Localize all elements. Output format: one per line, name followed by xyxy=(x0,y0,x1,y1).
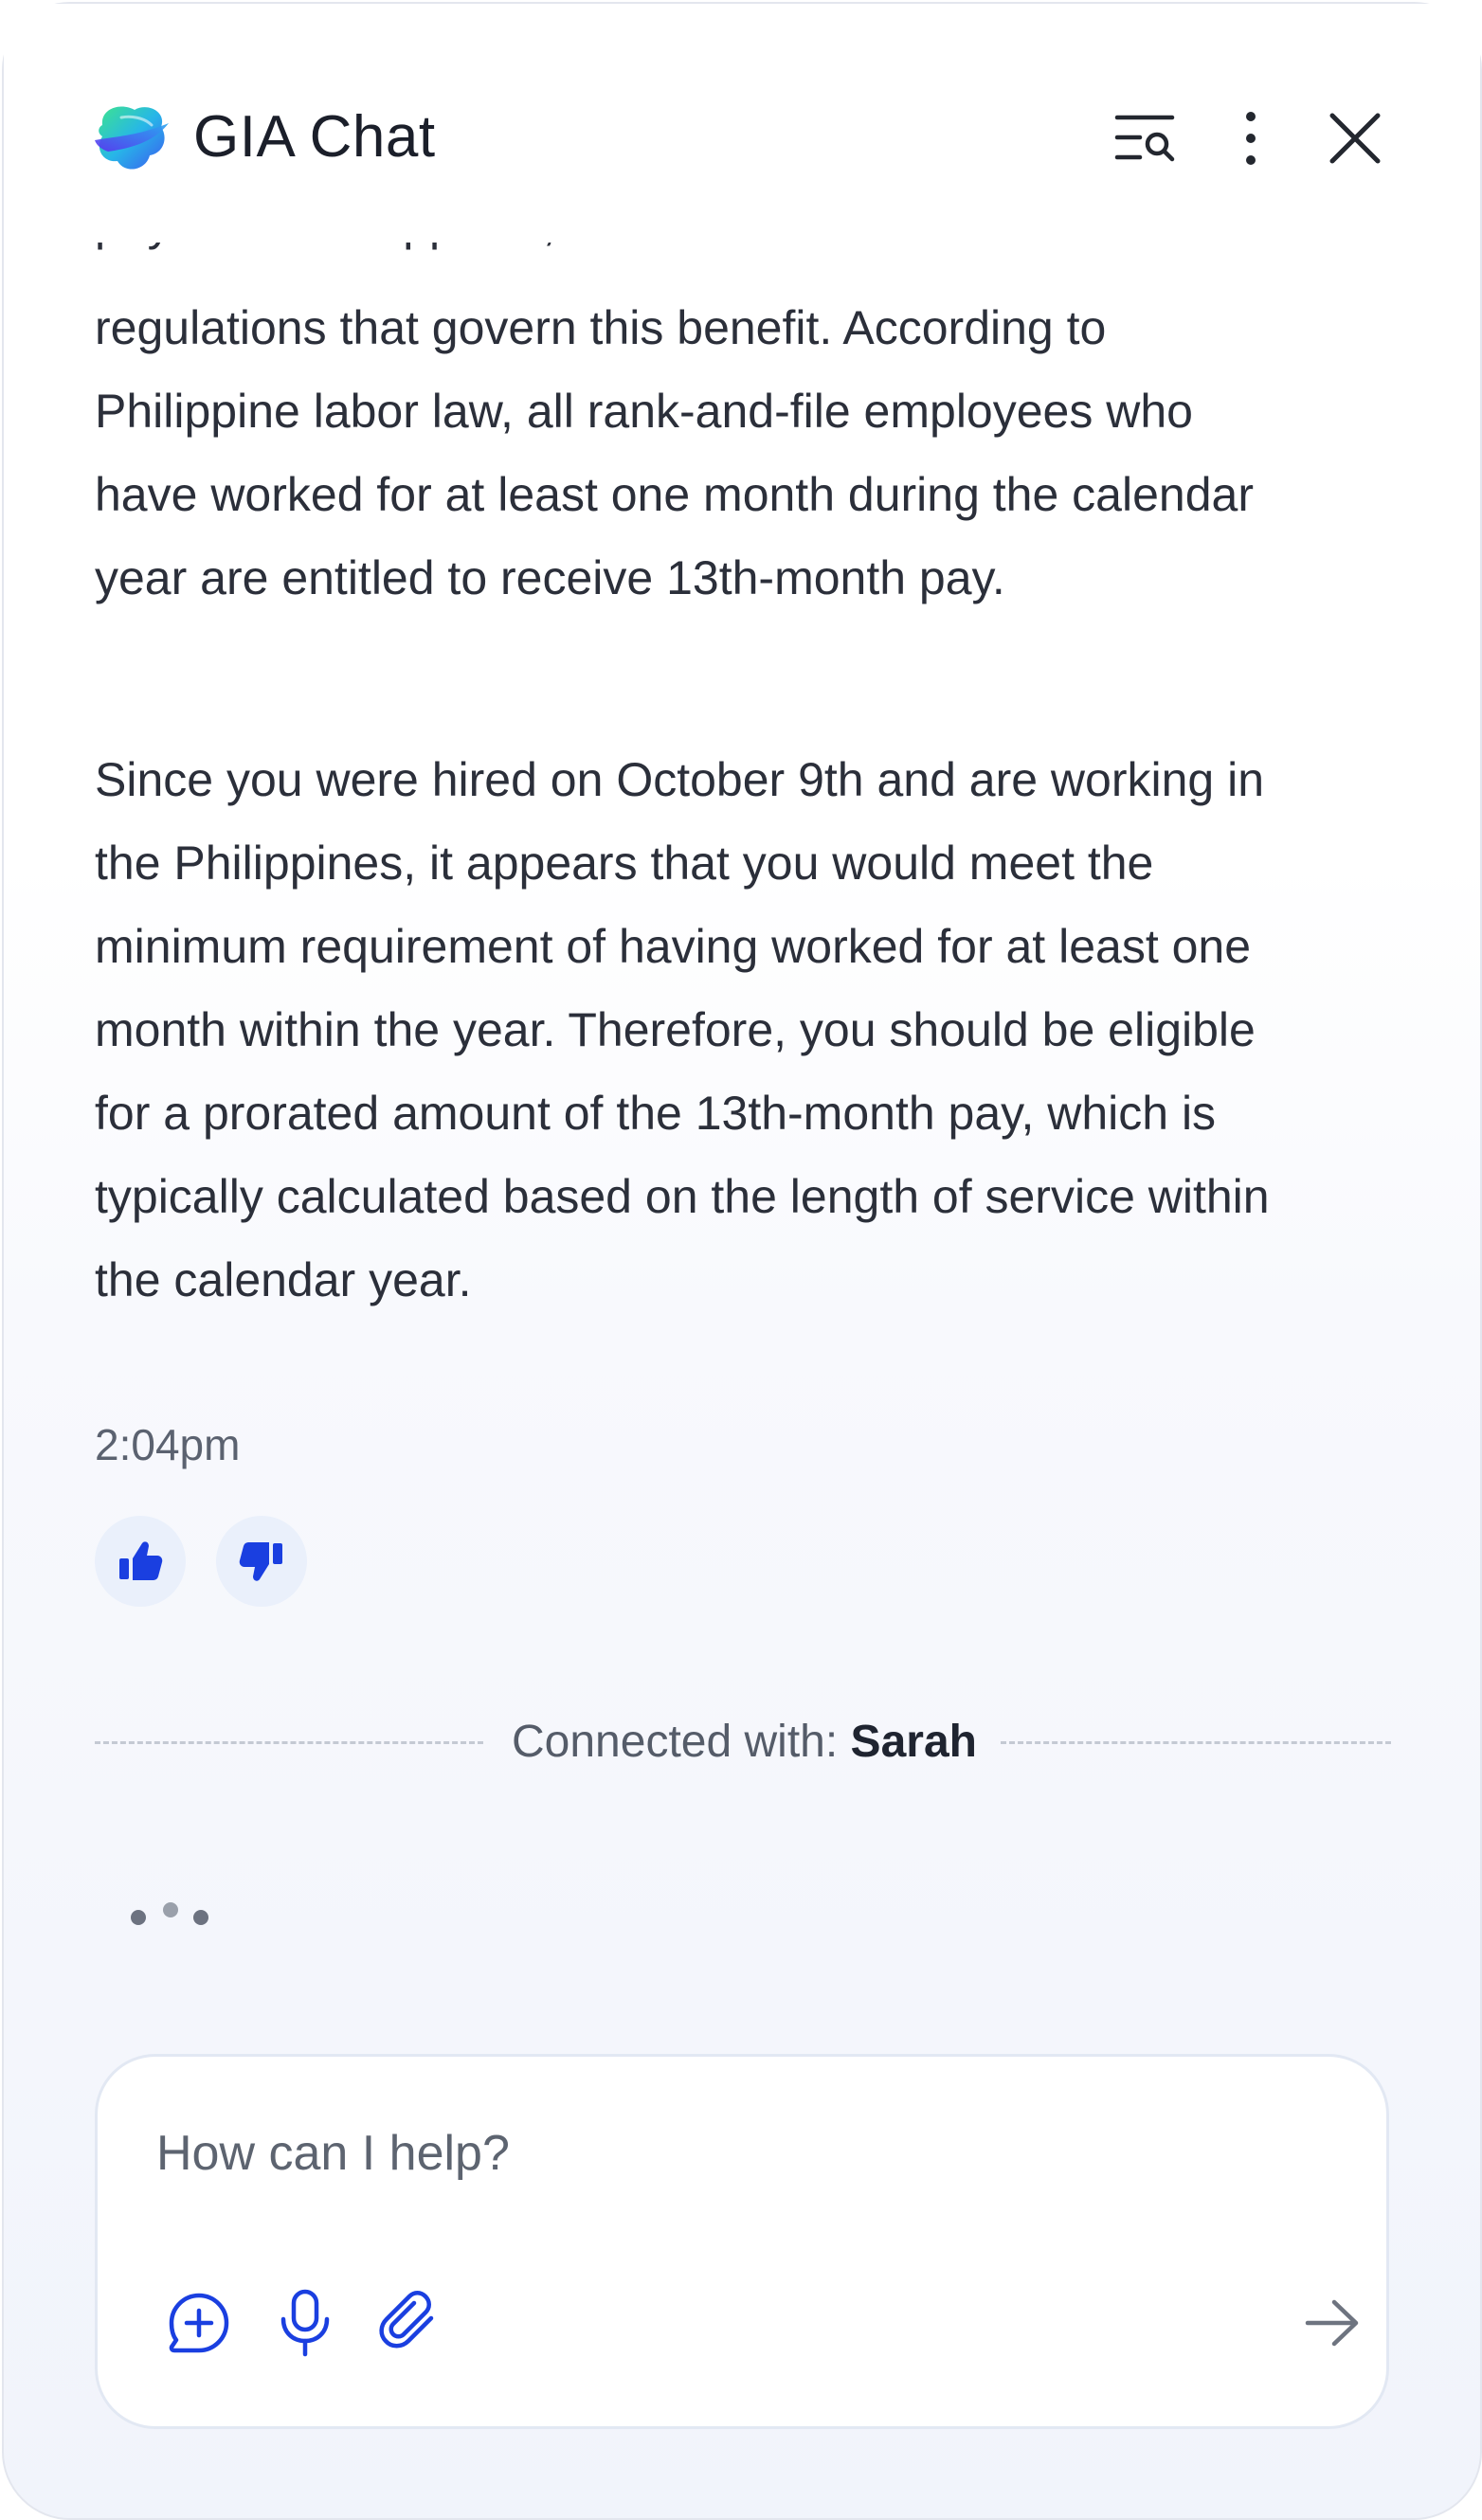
microphone-button[interactable] xyxy=(268,2286,342,2360)
connection-divider xyxy=(95,1709,1391,1775)
message-list[interactable] xyxy=(4,231,1480,1936)
thumbs-up-button[interactable] xyxy=(95,1516,186,1607)
more-options-button[interactable] xyxy=(1213,100,1289,176)
message-timestamp: 2:04pm xyxy=(95,1420,241,1469)
typing-dot xyxy=(163,1902,178,1917)
send-button[interactable] xyxy=(1295,2286,1369,2360)
typing-dot xyxy=(131,1910,146,1925)
history-search-button[interactable] xyxy=(1109,100,1184,176)
message-composer xyxy=(95,2054,1389,2429)
more-vertical-icon xyxy=(1243,110,1258,167)
chat-window xyxy=(2,2,1482,2520)
close-button[interactable] xyxy=(1317,100,1393,176)
thumbs-up-icon xyxy=(117,1539,163,1583)
divider-line xyxy=(1001,1741,1391,1744)
message-paragraph: Since you were hired on October 9th and are working in the Philippines, it appears that you would meet the minimum requirement of having worked for at least one month within the year. Therefore, you should be eligible for a prorated amount of the 13th-month pay, which is typically calculated based on the length of service within the calendar year. xyxy=(95,753,1270,1306)
search-history-icon xyxy=(1115,113,1178,164)
new-chat-icon xyxy=(167,2291,231,2355)
divider-line xyxy=(95,1741,483,1744)
connection-status xyxy=(512,1709,977,1775)
new-chat-button[interactable] xyxy=(162,2286,236,2360)
gia-logo-icon xyxy=(93,99,171,176)
app-title: GIA Chat xyxy=(193,104,436,170)
microphone-icon xyxy=(279,2289,332,2357)
typing-indicator xyxy=(131,1891,216,1929)
thumbs-down-icon xyxy=(239,1539,284,1583)
close-icon xyxy=(1328,112,1382,165)
typing-dot xyxy=(193,1910,208,1925)
attach-file-button[interactable] xyxy=(372,2286,446,2360)
message-input[interactable] xyxy=(156,2115,1199,2191)
arrow-right-icon xyxy=(1304,2298,1361,2348)
agent-name: Sarah xyxy=(850,1717,977,1767)
connection-label: Connected with: xyxy=(512,1717,839,1767)
paperclip-icon xyxy=(378,2292,441,2354)
message-paragraph: regulations that govern this benefit. According to Philippine labor law, all rank-and-file employees who have worked for at least one month during the calendar year are entitled to receive 13th-month pay. xyxy=(95,301,1254,604)
thumbs-down-button[interactable] xyxy=(216,1516,307,1607)
chat-header xyxy=(4,4,1480,243)
